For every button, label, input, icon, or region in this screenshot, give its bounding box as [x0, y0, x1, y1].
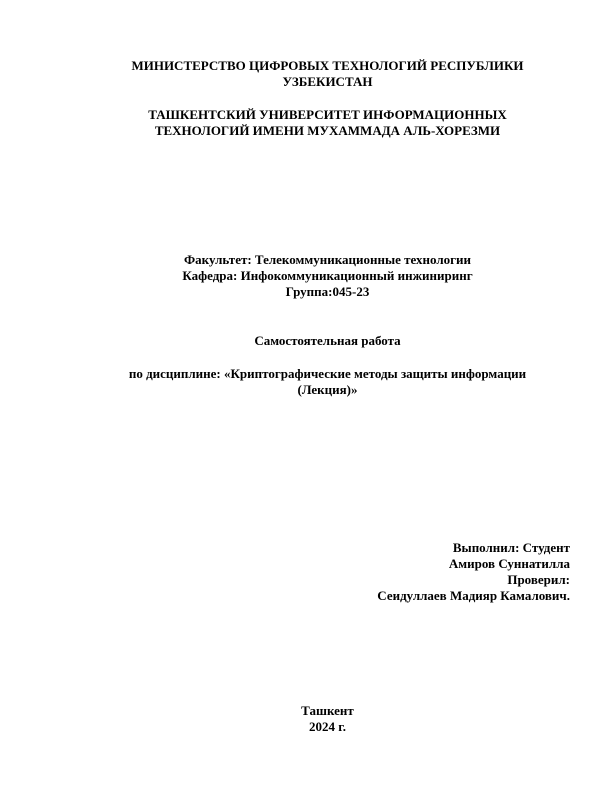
- ministry-line-2: УЗБЕКИСТАН: [282, 74, 373, 89]
- department-line: Кафедра: Инфокоммуникационный инжиниринг: [182, 268, 473, 283]
- teacher-name: Сеидуллаев Мадияр Камалович.: [377, 588, 570, 603]
- group-line: Группа:045-23: [285, 284, 370, 299]
- faculty-line: Факультет: Телекоммуникационные технологии: [183, 252, 472, 267]
- work-title: [100, 333, 555, 349]
- done-by-label: Выполнил: Студент: [452, 540, 570, 555]
- checked-by-label: Проверил:: [507, 572, 570, 587]
- work-title-line: Самостоятельная работа: [254, 333, 401, 348]
- ministry-heading: [100, 58, 555, 90]
- university-heading: [100, 107, 555, 139]
- university-line-1: ТАШКЕНТСКИЙ УНИВЕРСИТЕТ ИНФОРМАЦИОННЫХ: [148, 107, 507, 122]
- student-name: Амиров Суннатилла: [448, 556, 570, 571]
- discipline-line-1: по дисциплине: «Криптографические методы защиты информации: [128, 366, 527, 381]
- year: 2024 г.: [309, 719, 346, 734]
- credits-block: [377, 540, 570, 604]
- discipline-line-2: (Лекция)»: [297, 382, 358, 397]
- faculty-info: [100, 252, 555, 300]
- university-line-2: ТЕХНОЛОГИЙ ИМЕНИ МУХАММАДА АЛЬ-ХОРЕЗМИ: [154, 123, 501, 138]
- city: Ташкент: [301, 703, 354, 718]
- footer: [100, 703, 555, 735]
- discipline: [100, 366, 555, 398]
- ministry-line-1: МИНИСТЕРСТВО ЦИФРОВЫХ ТЕХНОЛОГИЙ РЕСПУБЛИКИ: [131, 58, 524, 73]
